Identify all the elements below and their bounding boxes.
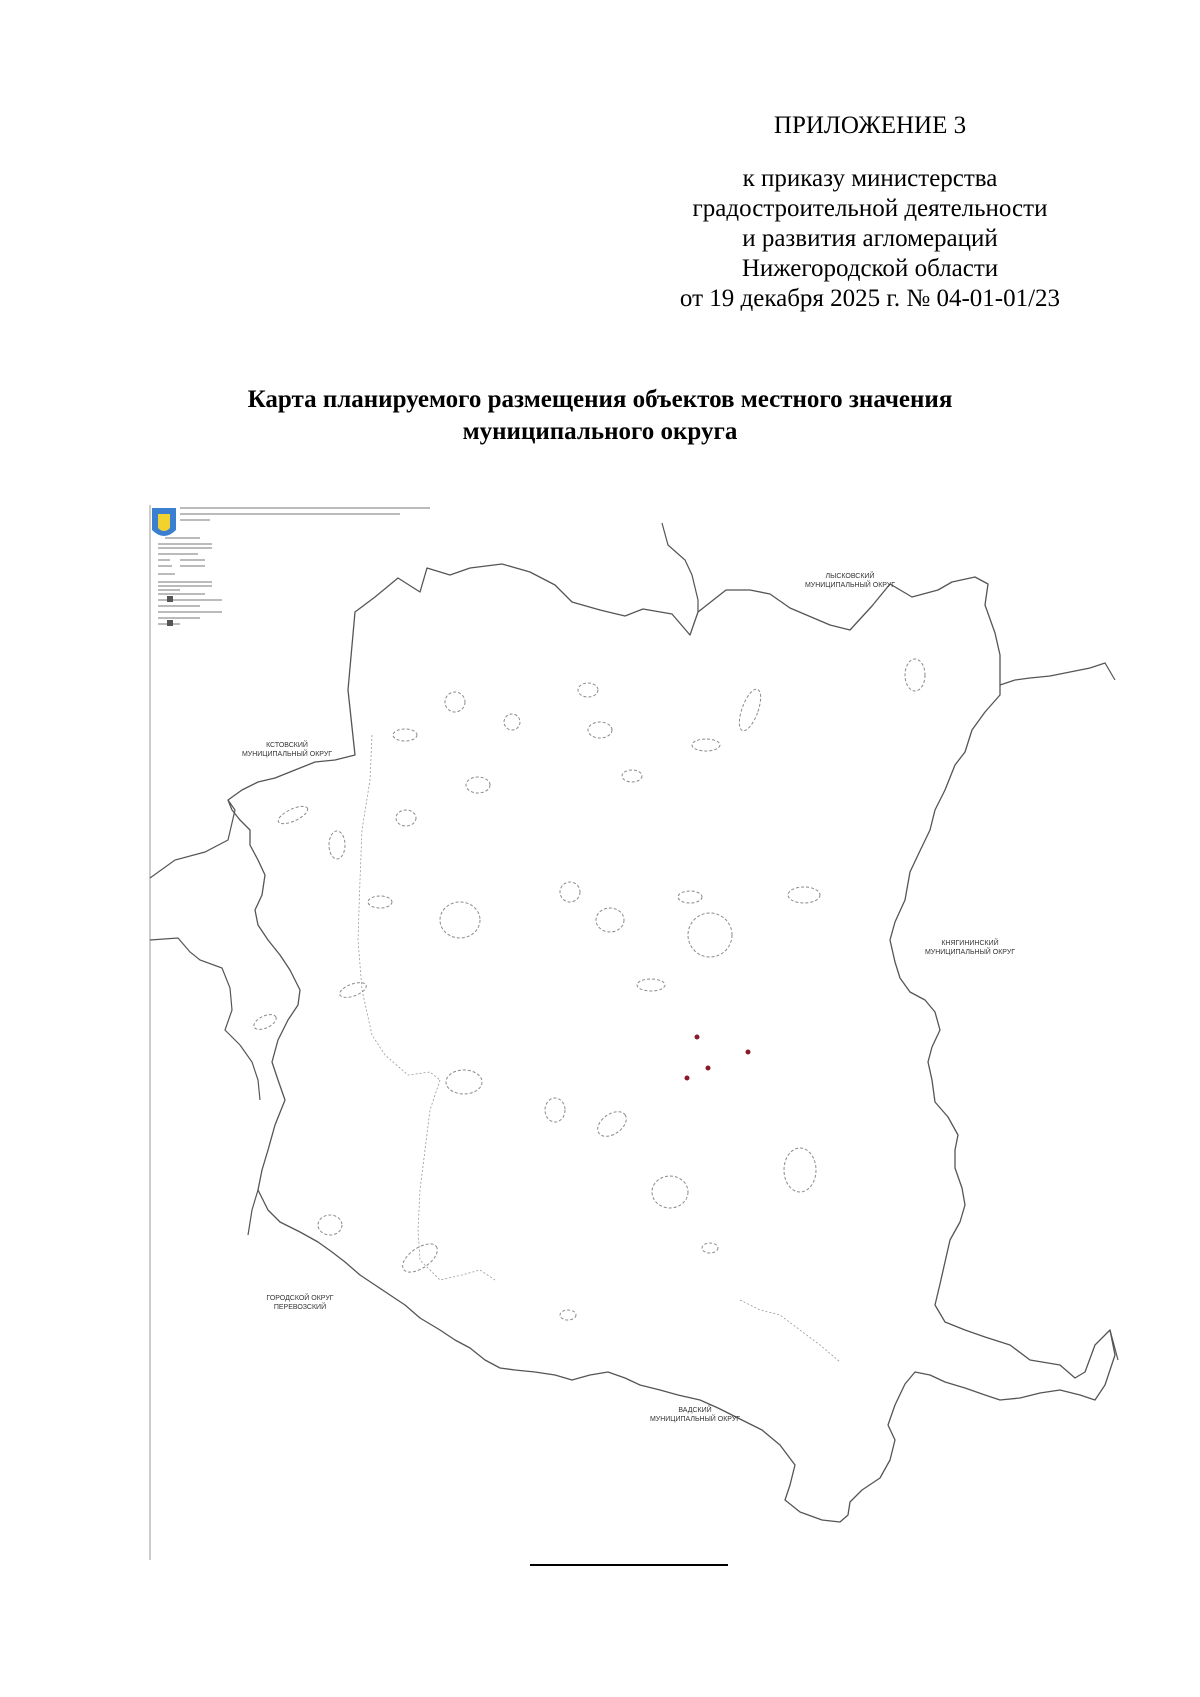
planned-object-marker — [685, 1076, 690, 1081]
settlement-outline — [368, 896, 392, 908]
settlement-outline — [560, 882, 580, 902]
settlement-outline — [688, 913, 732, 957]
title-line-2: муниципального округа — [462, 418, 738, 445]
map-legend — [152, 508, 430, 626]
planned-objects — [685, 1035, 751, 1081]
settlement-outline — [702, 1243, 718, 1253]
order-line: от 19 декабря 2025 г. № 04-01-01/23 — [679, 285, 1061, 312]
neighbor-label: МУНИЦИПАЛЬНЫЙ ОКРУГ — [649, 1416, 741, 1423]
settlement-outline — [593, 1107, 631, 1142]
settlement-outline — [446, 1070, 482, 1094]
legend-symbol-icon — [167, 596, 173, 602]
bottom-rule — [530, 1564, 728, 1566]
order-line: и развития агломераций — [742, 225, 998, 252]
settlement-outline — [560, 1310, 576, 1320]
settlement-outline — [445, 692, 465, 712]
settlement-outline — [788, 887, 820, 903]
neighbor-label: МУНИЦИПАЛЬНЫЙ ОКРУГ — [924, 949, 1016, 956]
settlement-outline — [338, 980, 368, 1001]
settlement-outline — [318, 1215, 342, 1235]
settlement-outline — [735, 687, 765, 734]
settlement-outline — [252, 1011, 279, 1032]
settlement-outline — [678, 891, 702, 903]
internal-roads — [358, 735, 840, 1362]
planned-object-marker — [706, 1066, 711, 1071]
neighbor-label: ЛЫСКОВСКИЙ — [825, 573, 875, 580]
order-line: к приказу министерства — [742, 165, 998, 192]
neighbor-label: МУНИЦИПАЛЬНЫЙ ОКРУГ — [241, 751, 333, 758]
title-line-1: Карта планируемого размещения объектов местного значения — [247, 386, 953, 413]
settlement-outline — [596, 908, 624, 932]
settlement-outline — [588, 722, 612, 738]
appendix-label: ПРИЛОЖЕНИЕ 3 — [773, 112, 967, 139]
order-line: градостроительной деятельности — [692, 195, 1048, 222]
order-line: Нижегородской области — [741, 255, 999, 282]
neighbor-label: ПЕРЕВОЗСКИЙ — [273, 1304, 327, 1311]
neighbor-label: ГОРОДСКОЙ ОКРУГ — [266, 1295, 334, 1302]
neighbor-label: КНЯГИНИНСКИЙ — [941, 940, 999, 947]
district-boundary — [228, 564, 1115, 1522]
settlement-outline — [905, 659, 925, 691]
settlement-outline — [692, 739, 720, 751]
legend-symbol-icon — [167, 620, 173, 626]
planned-object-marker — [746, 1050, 751, 1055]
neighbor-label: КСТОВСКИЙ — [266, 742, 308, 749]
emblem-icon — [152, 508, 176, 536]
settlement-outline — [393, 729, 417, 741]
settlement-outline — [622, 770, 642, 782]
settlements — [252, 659, 925, 1320]
settlement-outline — [466, 777, 490, 793]
settlement-outline — [329, 831, 345, 859]
settlement-outline — [504, 714, 520, 730]
settlement-outline — [578, 683, 598, 697]
settlement-outline — [652, 1176, 688, 1208]
planned-object-marker — [695, 1035, 700, 1040]
neighbor-label: ВАДСКИЙ — [678, 1407, 712, 1414]
settlement-outline — [440, 902, 480, 938]
neighbor-label: МУНИЦИПАЛЬНЫЙ ОКРУГ — [804, 582, 896, 589]
settlement-outline — [637, 979, 665, 991]
settlement-outline — [784, 1148, 816, 1192]
settlement-outline — [276, 803, 310, 827]
settlement-outline — [396, 810, 416, 826]
settlement-outline — [545, 1098, 565, 1122]
